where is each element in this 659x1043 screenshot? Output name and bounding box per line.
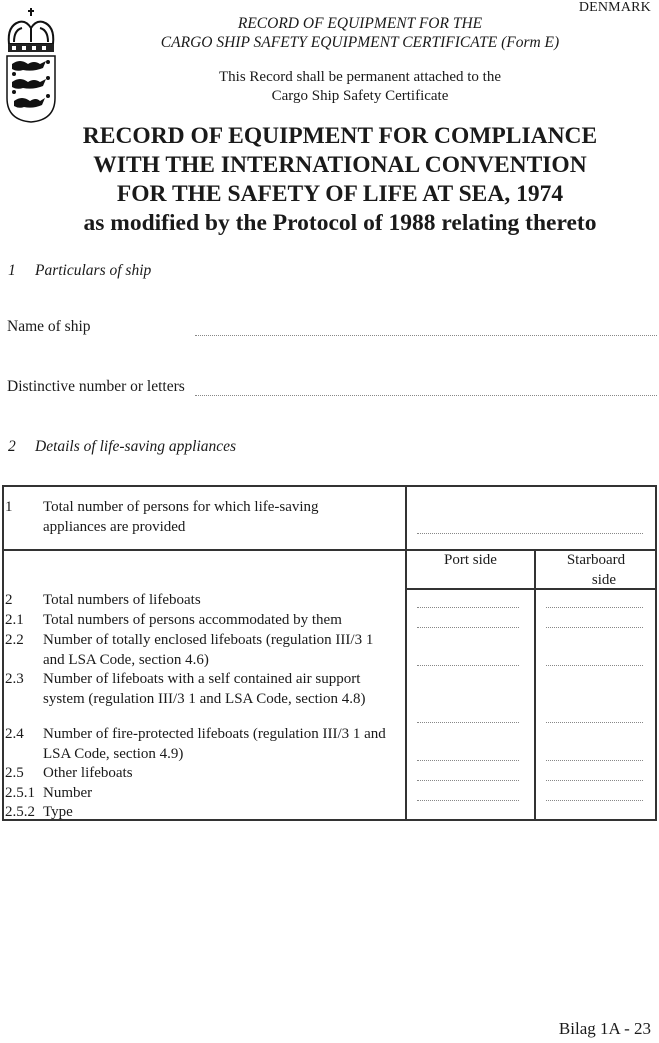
port-side-field[interactable]: [417, 722, 519, 723]
row-number: 2: [5, 592, 13, 608]
name-of-ship-field[interactable]: [195, 335, 657, 336]
starboard-side-field[interactable]: [546, 627, 643, 628]
row-number: 2.1: [5, 612, 24, 628]
title-line: FOR THE SAFETY OF LIFE AT SEA, 1974: [116, 181, 564, 207]
starboard-side-field[interactable]: [546, 722, 643, 723]
note-line: This Record shall be permanent attached to the: [219, 69, 501, 85]
section-heading-particulars: [8, 262, 151, 280]
row-text: Total numbers of persons accommodated by them: [43, 612, 342, 628]
row-number: 2.2: [5, 632, 24, 648]
port-side-field[interactable]: [417, 800, 519, 801]
form-title: [100, 14, 620, 52]
row-text: Number of totally enclosed lifeboats (regulation III/3 1 and LSA Code, section 4.6): [43, 632, 374, 668]
section-number: 1: [8, 262, 16, 279]
row-number: 2.5.1: [5, 785, 35, 801]
table-divider: [405, 486, 407, 820]
note-line: Cargo Ship Safety Certificate: [271, 88, 449, 104]
title-line: WITH THE INTERNATIONAL CONVENTION: [93, 152, 587, 178]
row-text: Type: [43, 804, 73, 820]
row-text: [43, 497, 398, 537]
table-row: [5, 802, 400, 822]
page-title: [20, 122, 659, 238]
port-side-field[interactable]: [417, 607, 519, 608]
attachment-note: [100, 68, 620, 106]
header-line: side: [591, 571, 617, 588]
table-row: [5, 590, 400, 610]
section-number: 2: [8, 438, 16, 455]
table-row: [5, 630, 400, 670]
section-heading-life-saving: [8, 438, 236, 456]
country-label: DENMARK: [578, 0, 651, 15]
table-row: [5, 763, 400, 783]
row-text: Number of fire-protected lifeboats (regulation III/3 1 and LSA Code, section 4.9): [43, 726, 386, 762]
table-row: [5, 783, 400, 803]
row-text-line: appliances are provided: [43, 519, 186, 535]
header-line: Starboard: [566, 552, 626, 568]
table-row: [5, 724, 400, 764]
table-row: [5, 669, 400, 709]
title-line: as modified by the Protocol of 1988 relating thereto: [83, 210, 597, 236]
row-text: Number: [43, 785, 93, 801]
total-persons-field[interactable]: [417, 533, 643, 534]
table-row: [5, 610, 400, 630]
distinctive-number-label: Distinctive number or letters: [7, 378, 185, 395]
starboard-side-field[interactable]: [546, 800, 643, 801]
port-side-field[interactable]: [417, 665, 519, 666]
page-number: Bilag 1A - 23: [558, 1019, 651, 1038]
port-side-field[interactable]: [417, 627, 519, 628]
title-line: RECORD OF EQUIPMENT FOR COMPLIANCE: [82, 123, 598, 149]
form-title-line: CARGO SHIP SAFETY EQUIPMENT CERTIFICATE (Form E): [160, 34, 560, 51]
row-number: 2.4: [5, 726, 24, 742]
row-text: Other lifeboats: [43, 765, 133, 781]
row-number: 2.5: [5, 765, 24, 781]
row-number: 1: [5, 499, 13, 515]
section-title: Particulars of ship: [35, 262, 152, 279]
port-side-field[interactable]: [417, 760, 519, 761]
starboard-side-field[interactable]: [546, 607, 643, 608]
danish-coat-of-arms-icon: [4, 6, 58, 124]
name-of-ship-label: Name of ship: [7, 318, 91, 335]
starboard-side-header: [536, 551, 656, 590]
row-number: 2.3: [5, 671, 24, 687]
distinctive-number-field[interactable]: [195, 395, 657, 396]
row-text: Total numbers of lifeboats: [43, 592, 201, 608]
starboard-side-field[interactable]: [546, 780, 643, 781]
table-row: [5, 497, 400, 537]
starboard-side-field[interactable]: [546, 665, 643, 666]
port-side-header: Port side: [444, 552, 497, 568]
row-number: 2.5.2: [5, 804, 35, 820]
starboard-side-field[interactable]: [546, 760, 643, 761]
port-side-field[interactable]: [417, 780, 519, 781]
section-title: Details of life-saving appliances: [35, 438, 237, 455]
row-text-line: Total number of persons for which life-saving: [43, 499, 319, 515]
form-title-line: RECORD OF EQUIPMENT FOR THE: [237, 15, 483, 32]
row-text: Number of lifeboats with a self contained air support system (regulation III/3 1 and LSA Code, section 4.8): [43, 671, 366, 707]
